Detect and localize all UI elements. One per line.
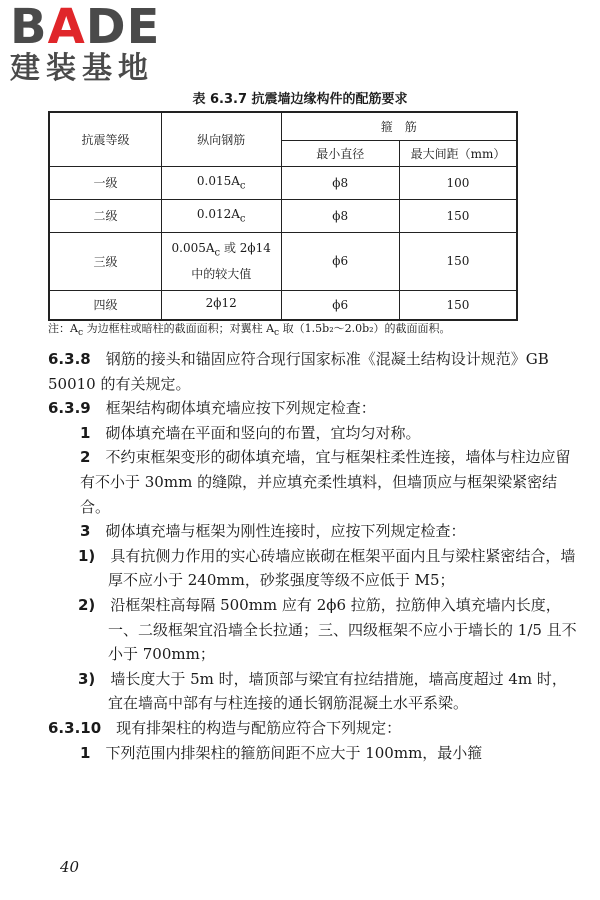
table-header-row [49, 112, 517, 140]
page-number: 40 [60, 858, 80, 876]
header-min-diameter: 最小直径 [281, 140, 399, 166]
logo-wordmark: BADE [10, 0, 161, 55]
table-row: 一级 $0.015A_c$ ϕ8 100 [49, 166, 517, 199]
reinforcement-table [48, 111, 518, 321]
list-item: 2 不约束框架变形的砌体填充墙，宜与框架柱柔性连接，墙体与柱边应留有不小于 30mm 的缝隙，并应填充柔性填料，但墙顶应与框架梁紧密结合。 [80, 448, 571, 516]
list-item: 3 砌体填充墙与框架为刚性连接时，应按下列规定检查： [80, 522, 466, 541]
clause-6-3-8: 6.3.8 钢筋的接头和锚固应符合现行国家标准《混凝土结构设计规范》GB 50010 的有关规定。 [48, 350, 549, 393]
header-stirrup: 箍 筋 [281, 112, 517, 140]
clause-6-3-9: 6.3.9 框架结构砌体填充墙应按下列规定检查： [48, 399, 376, 418]
header-longitudinal: 纵向钢筋 [161, 112, 281, 166]
table-row: 四级 2ϕ12 ϕ6 150 [49, 290, 517, 320]
table-row: 二级 $0.012A_c$ ϕ8 150 [49, 199, 517, 232]
clause-6-3-10: 6.3.10 现有排架柱的构造与配筋应符合下列规定： [48, 718, 402, 737]
header-grade: 抗震等级 [49, 112, 161, 166]
table-note: 注：$A_c$ 为边框柱或暗柱的截面面积；对翼柱 $A_c$ 取（1.5b₂～2.0b₂）的截面面积。 [48, 322, 451, 339]
bade-logo [10, 2, 180, 86]
header-max-spacing: 最大间距（mm） [399, 140, 517, 166]
list-item: 1 下列范围内排架柱的箍筋间距不应大于 100mm，最小箍 [80, 743, 483, 762]
table-row: 三级 $0.005A_c$ 或 2ϕ14 中的较大值 ϕ6 150 [49, 232, 517, 290]
body-text [48, 347, 578, 765]
list-item: 1 砌体填充墙在平面和竖向的布置，宜均匀对称。 [80, 423, 421, 442]
logo-chinese-name: 建装基地 [10, 51, 154, 86]
sub-item: 1) 具有抗侧力作用的实心砖墙应嵌砌在框架平面内且与梁柱紧密结合，墙厚不应小于 240mm，砂浆强度等级不应低于 M5； [78, 546, 576, 590]
sub-item: 2) 沿框架柱高每隔 500mm 应有 2ϕ6 拉筋，拉筋伸入填充墙内长度，一、二级框架宜沿墙全长拉通；三、四级框架不应小于墙长的 1/5 且不小于 700mm； [78, 595, 577, 664]
sub-item: 3) 墙长度大于 5m 时，墙顶部与梁宜有拉结措施，墙高度超过 4m 时，宜在墙高中部有与柱连接的通长钢筋混凝土水平系梁。 [78, 669, 567, 713]
table-title: 表 6.3.7 抗震墙边缘构件的配筋要求 [192, 92, 408, 107]
